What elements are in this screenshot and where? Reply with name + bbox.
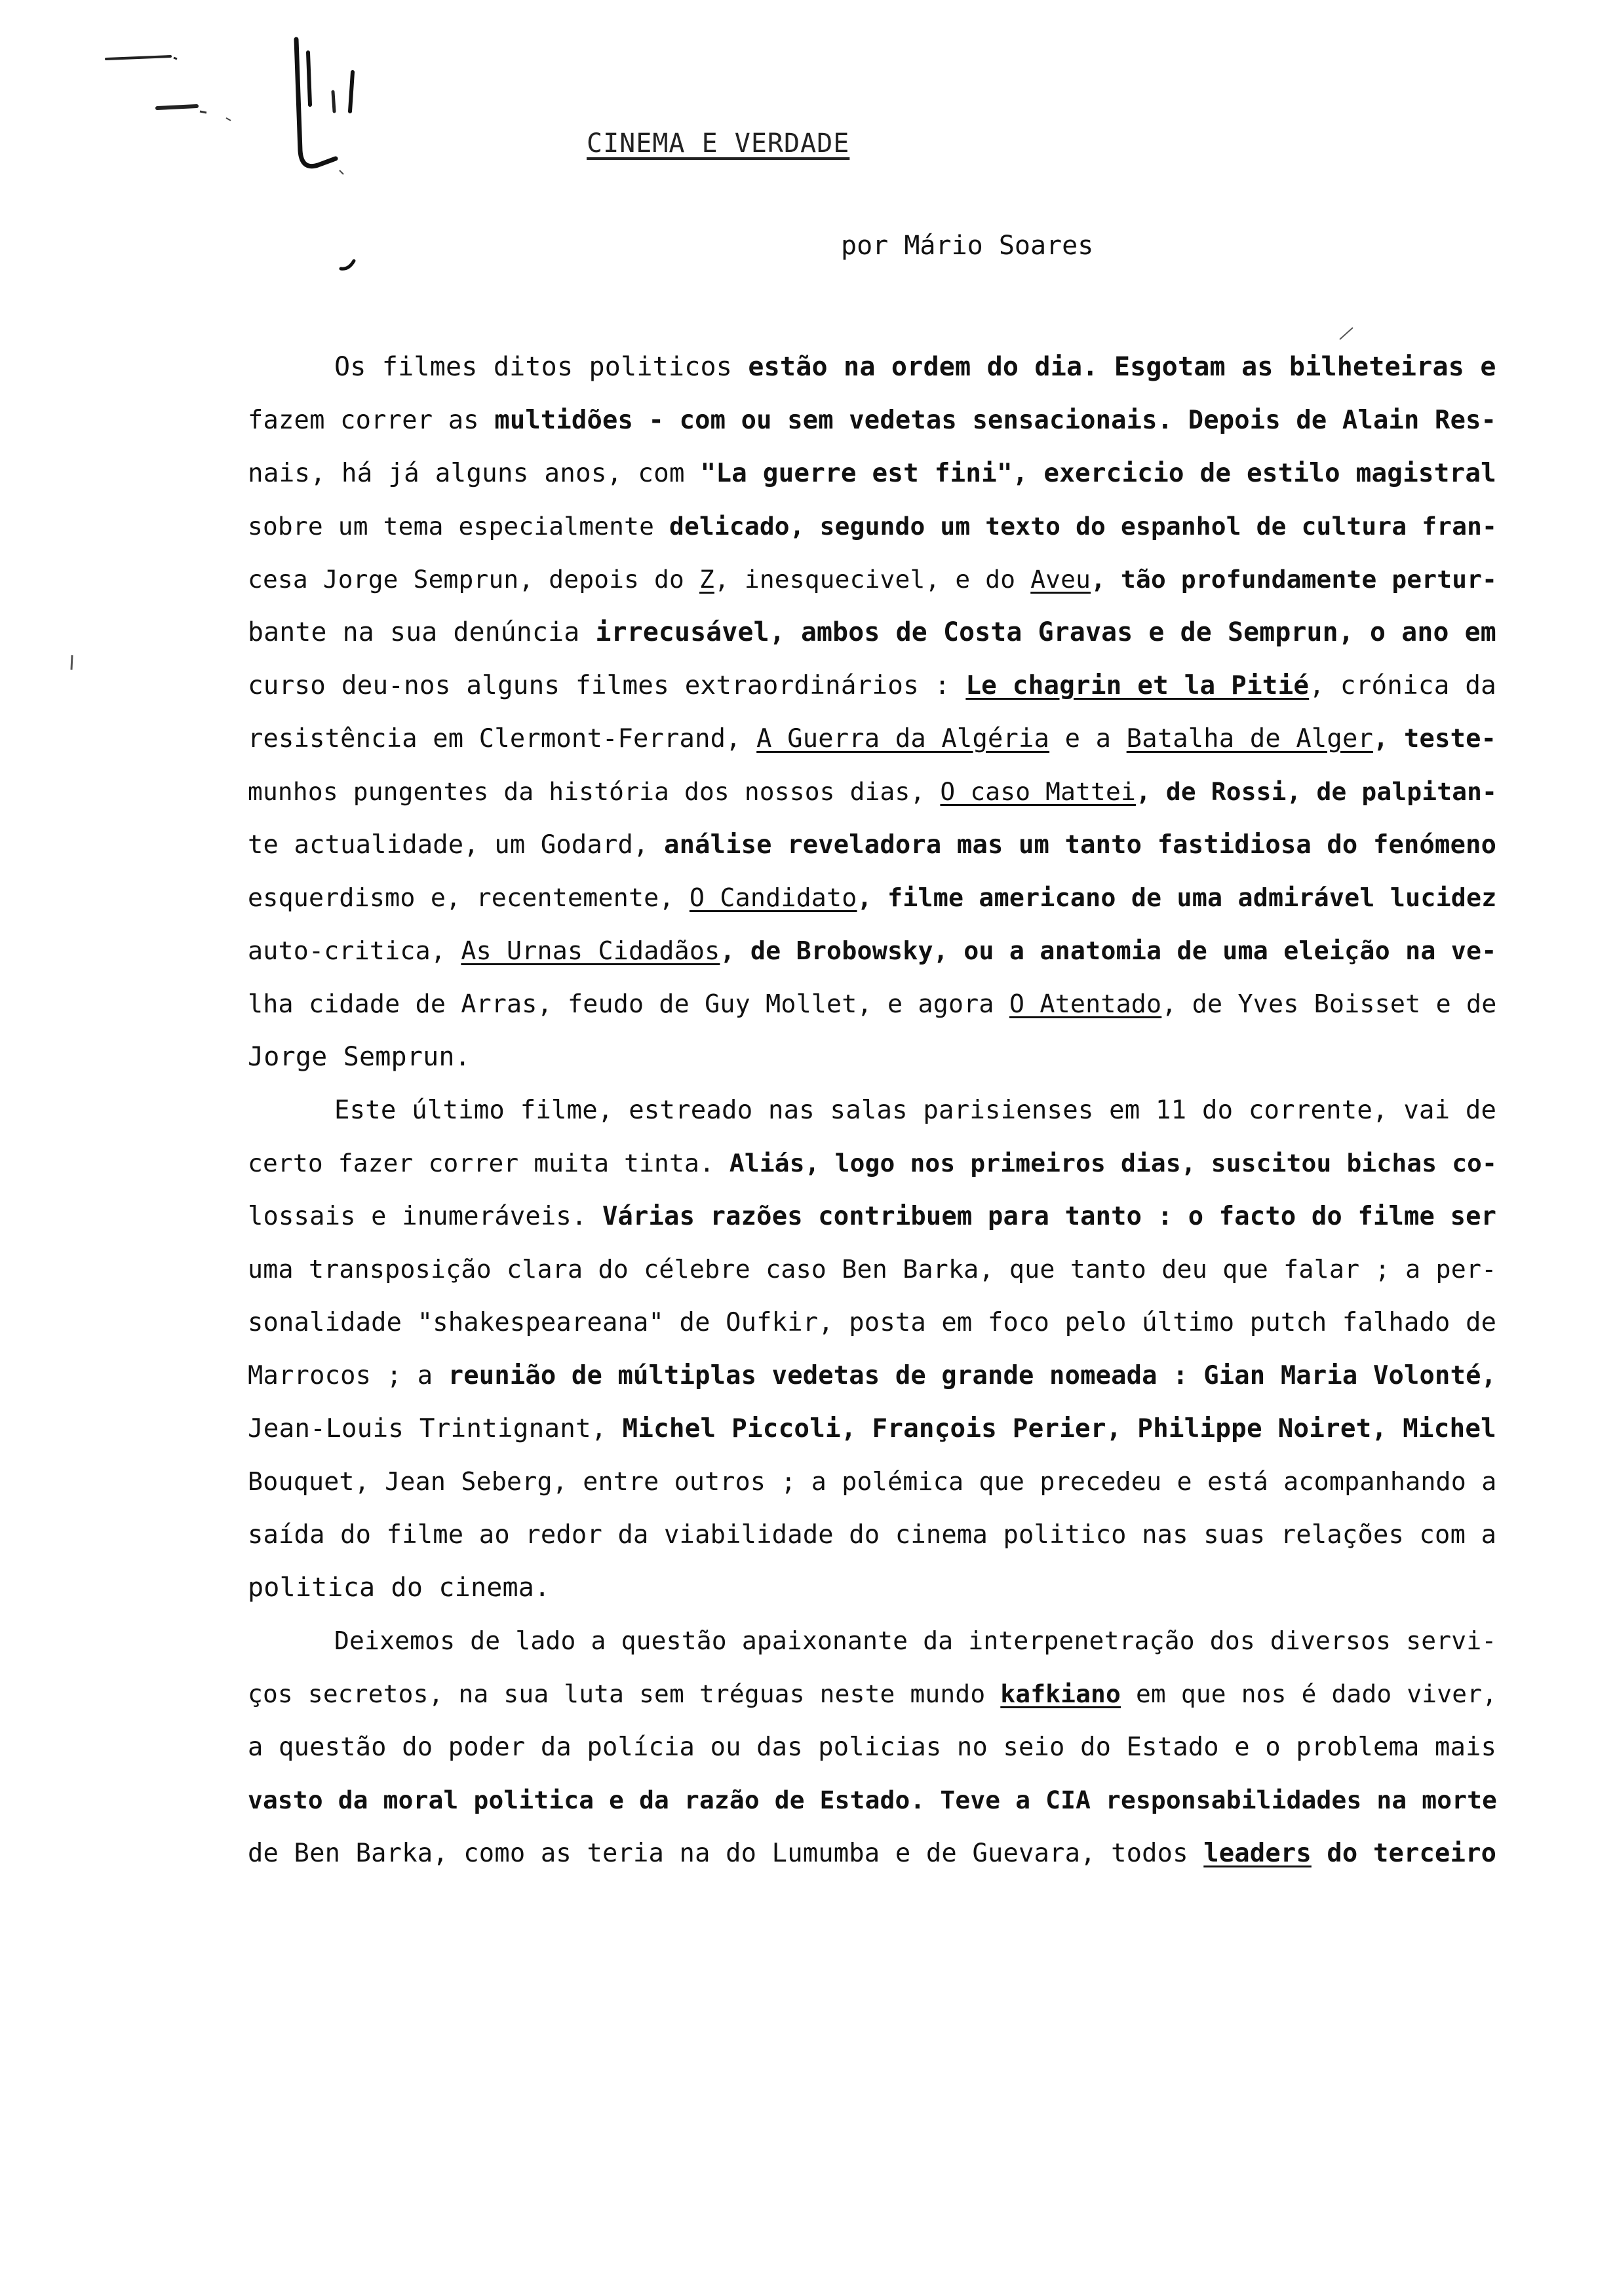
text-segment: "La guerre est fini", exercicio de estilo magistral — [700, 459, 1496, 488]
text-line — [248, 1668, 1496, 1721]
text-line — [248, 1508, 1496, 1561]
text-line — [248, 1455, 1496, 1508]
text-segment: em que nos é dado viver, — [1121, 1679, 1498, 1708]
text-segment: , filme americano de uma admirável lucidez — [857, 883, 1497, 913]
text-segment: análise reveladora mas um tanto fastidiosa do fenómeno — [664, 830, 1497, 860]
underlined-title: kafkiano — [1000, 1679, 1121, 1708]
text-segment: Bouquet, Jean Seberg, entre outros ; a polémica que precedeu e está acompanhando a — [248, 1467, 1497, 1497]
text-segment: Aliás, logo nos primeiros dias, suscitou bichas co- — [729, 1149, 1498, 1177]
text-segment: de Ben Barka, — [248, 1839, 464, 1868]
underlined-title: O Atentado — [1009, 989, 1162, 1019]
text-segment: Várias razões contribuem para tanto : o facto do filme ser — [602, 1202, 1497, 1231]
text-segment: , teste- — [1373, 724, 1497, 754]
text-segment: Marrocos ; a — [248, 1361, 448, 1390]
text-segment: filmes extraordinários : — [575, 671, 966, 700]
text-line — [248, 606, 1496, 659]
text-line — [248, 1349, 1496, 1402]
underlined-title: Aveu — [1030, 565, 1091, 594]
text-segment: vasto da moral politica e da razão de Estado. Teve a CIA responsabilidades na morte — [248, 1786, 1498, 1814]
text-segment: , de Yves Boisset e de — [1161, 989, 1497, 1019]
text-segment: a questão do poder da polícia ou das policias no seio do Estado e o problema mais — [248, 1732, 1497, 1762]
text-segment: te actualidade, um Godard, — [248, 830, 665, 860]
text-segment: tréguas neste mundo — [699, 1679, 1001, 1708]
text-line — [248, 978, 1496, 1031]
text-segment: , de Rossi, de palpitan- — [1135, 777, 1498, 806]
document-author: por Mário Soares — [841, 231, 1094, 261]
text-line — [248, 1615, 1496, 1668]
text-segment: munhos pungentes da história dos nossos dias, — [248, 777, 941, 806]
text-segment: Este último filme, estreado nas salas parisienses em 11 do corrente, vai de — [334, 1096, 1497, 1125]
text-segment: auto-critica, — [248, 936, 461, 966]
text-segment: sobre um tema especialmente — [248, 512, 670, 541]
text-segment: reunião de múltiplas vedetas de grande nomeada : Gian Maria Volonté, — [448, 1361, 1497, 1390]
text-segment: esquerdismo e, recentemente, — [248, 883, 690, 913]
text-segment: politica do cinema. — [248, 1573, 551, 1603]
text-segment: Deixemos de lado a questão apaixonante da interpenetração dos diversos servi- — [334, 1626, 1497, 1655]
text-line — [248, 1243, 1496, 1296]
document-title: CINEMA E VERDADE — [587, 128, 850, 159]
text-segment: saída do filme ao redor da viabilidade do cinema politico nas suas relações com a — [248, 1520, 1497, 1550]
text-line — [248, 712, 1496, 765]
stray-pen-mark — [68, 654, 76, 671]
text-segment: sonalidade "shakespeareana" de Oufkir, posta em foco pelo último putch falhado de — [248, 1308, 1497, 1337]
text-segment: curso deu-nos alguns — [248, 671, 576, 700]
text-segment: Jean-Louis Trintignant, — [248, 1414, 623, 1444]
text-segment: uma transposição clara do célebre caso Ben Barka, que tanto deu que falar ; a per- — [248, 1255, 1497, 1284]
handwritten-marks — [92, 13, 393, 275]
text-segment: lossais e inumeráveis. — [248, 1202, 602, 1231]
document-body — [248, 341, 1496, 1880]
text-segment: ços secretos, na sua luta sem — [248, 1679, 699, 1708]
text-line — [248, 765, 1496, 818]
text-line — [248, 553, 1496, 606]
text-segment: multidões - com ou sem vedetas sensacionais. Depois de Alain Res- — [494, 406, 1497, 435]
text-segment: cesa Jorge Semprun, depois do — [248, 565, 699, 594]
text-segment: , crónica da — [1309, 671, 1496, 700]
text-segment: e a — [1049, 724, 1127, 754]
underlined-title: leaders — [1203, 1839, 1312, 1868]
text-segment: nais, há já alguns anos, com — [248, 459, 701, 488]
text-segment: Michel Piccoli, François Perier, Philippe Noiret, Michel — [622, 1414, 1496, 1444]
text-line — [248, 500, 1496, 553]
text-line — [248, 341, 1496, 394]
underlined-title: O caso Mattei — [940, 777, 1136, 806]
text-segment: resistência em Clermont-Ferrand, — [248, 724, 757, 754]
text-segment: irrecusável, ambos de Costa Gravas e de Semprun, o ano em — [595, 617, 1496, 647]
text-segment: , inesquecivel, e do — [714, 565, 1031, 594]
text-line — [248, 1084, 1496, 1137]
text-line — [248, 394, 1496, 447]
text-segment: bante na sua denúncia — [248, 617, 596, 647]
text-line — [248, 871, 1496, 925]
underlined-title: Le chagrin et la Pitié — [965, 671, 1310, 700]
text-line — [248, 1827, 1496, 1880]
text-line — [248, 1296, 1496, 1349]
underlined-title: Batalha de Alger — [1126, 724, 1373, 754]
underlined-title: A Guerra da Algéria — [756, 724, 1050, 754]
underlined-title: O Candidato — [689, 883, 857, 913]
text-line — [248, 1190, 1496, 1243]
text-segment: delicado, segundo um texto do espanhol de cultura fran- — [669, 512, 1498, 541]
text-segment: fazem correr as — [248, 406, 495, 435]
text-line — [248, 818, 1496, 871]
text-line — [248, 1561, 1496, 1615]
text-line — [248, 925, 1496, 978]
text-line — [248, 1137, 1496, 1190]
text-segment: lha cidade de Arras, feudo de Guy Mollet, e agora — [248, 989, 1009, 1019]
text-segment: , de Brobowsky, ou a anatomia de uma eleição na ve- — [720, 936, 1497, 966]
text-segment: estão na ordem do dia. Esgotam as bilheteiras e — [748, 352, 1496, 382]
text-segment: do terceiro — [1311, 1839, 1497, 1868]
underlined-title: As Urnas Cidadãos — [461, 936, 720, 966]
text-line — [248, 1774, 1496, 1827]
text-line — [248, 1031, 1496, 1084]
text-line — [248, 1402, 1496, 1455]
text-line — [248, 447, 1496, 500]
text-segment: certo fazer correr muita tinta. — [248, 1149, 730, 1177]
text-segment: Jorge Semprun. — [248, 1042, 471, 1072]
text-line — [248, 1721, 1496, 1774]
underlined-title: Z — [699, 565, 714, 594]
text-segment: , tão profundamente pertur- — [1091, 565, 1498, 594]
text-line — [248, 659, 1496, 712]
text-segment: Os filmes ditos politicos — [334, 352, 749, 382]
text-segment: como as teria na do Lumumba e de Guevara, todos — [463, 1839, 1204, 1868]
